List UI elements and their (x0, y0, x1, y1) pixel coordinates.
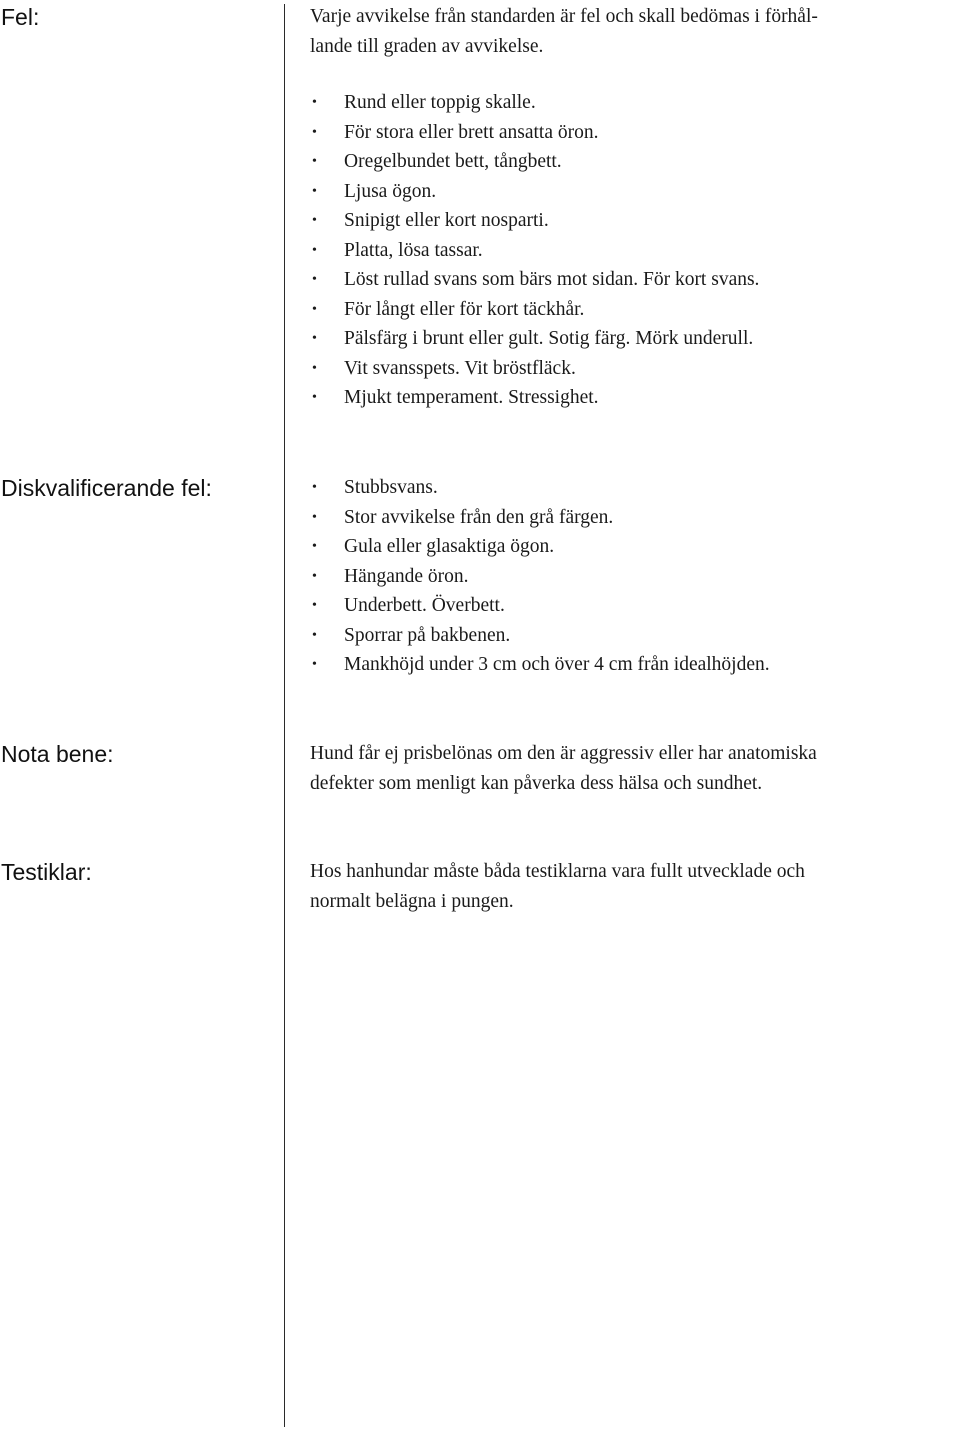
nota-bene-line-1: Hund får ej prisbelönas om den är aggressiv eller har anatomiska (310, 743, 817, 764)
bullet-icon: • (312, 568, 317, 584)
fel-intro (310, 2, 960, 61)
heading-fel: Fel: (1, 4, 40, 30)
bullet-icon: • (312, 509, 317, 525)
testiklar-text (310, 857, 960, 916)
heading-testiklar: Testiklar: (1, 859, 92, 885)
bullet-icon: • (312, 390, 317, 405)
list-item: • Ljusa ögon. (310, 177, 960, 207)
list-item: • Hängande öron. (310, 562, 960, 592)
column-divider (284, 4, 285, 1427)
diskvalificerande-list (310, 473, 960, 680)
list-item: • Vit svansspets. Vit bröstfläck. (310, 354, 960, 384)
list-item: • Platta, lösa tassar. (310, 236, 960, 266)
bullet-icon: • (312, 360, 317, 376)
bullet-icon: • (312, 183, 317, 199)
bullet-icon: • (312, 213, 317, 228)
bullet-icon: • (312, 598, 317, 613)
list-item: • Mankhöjd under 3 cm och över 4 cm från idealhöjden. (310, 650, 960, 680)
nota-bene-line-2: defekter som menligt kan påverka dess hälsa och sundhet. (310, 772, 763, 794)
list-item: • Löst rullad svans som bärs mot sidan. För kort svans. (310, 265, 960, 295)
bullet-icon: • (312, 331, 317, 346)
list-item: • Oregelbundet bett, tångbett. (310, 147, 960, 177)
list-item: • Snipigt eller kort nosparti. (310, 206, 960, 236)
testiklar-line-1: Hos hanhundar måste båda testiklarna vara fullt utvecklade och (310, 861, 805, 882)
list-item: • Stor avvikelse från den grå färgen. (310, 503, 960, 533)
bullet-icon: • (312, 480, 317, 495)
bullet-icon: • (312, 272, 317, 287)
list-item: • För långt eller för kort täckhår. (310, 295, 960, 325)
bullet-icon: • (312, 539, 317, 554)
testiklar-line-2: normalt belägna i pungen. (310, 890, 514, 912)
list-item: • Gula eller glasaktiga ögon. (310, 532, 960, 562)
list-item: • Mjukt temperament. Stressighet. (310, 383, 960, 413)
fel-intro-line-1: Varje avvikelse från standarden är fel och skall bedömas i förhål- (310, 6, 818, 27)
list-item: • För stora eller brett ansatta öron. (310, 118, 960, 148)
fel-intro-line-2: lande till graden av avvikelse. (310, 35, 544, 57)
bullet-icon: • (312, 124, 317, 140)
bullet-icon: • (312, 154, 317, 169)
list-item: • Pälsfärg i brunt eller gult. Sotig färg. Mörk underull. (310, 324, 960, 354)
bullet-icon: • (312, 301, 317, 317)
heading-nota-bene: Nota bene: (1, 741, 114, 767)
fel-list (310, 88, 960, 413)
nota-bene-text (310, 739, 960, 798)
list-item: • Sporrar på bakbenen. (310, 621, 960, 651)
list-item: • Rund eller toppig skalle. (310, 88, 960, 118)
bullet-icon: • (312, 627, 317, 643)
bullet-icon: • (312, 657, 317, 672)
list-item: • Stubbsvans. (310, 473, 960, 503)
list-item: • Underbett. Överbett. (310, 591, 960, 621)
bullet-icon: • (312, 242, 317, 258)
bullet-icon: • (312, 95, 317, 110)
heading-diskvalificerande: Diskvalificerande fel: (1, 475, 212, 501)
